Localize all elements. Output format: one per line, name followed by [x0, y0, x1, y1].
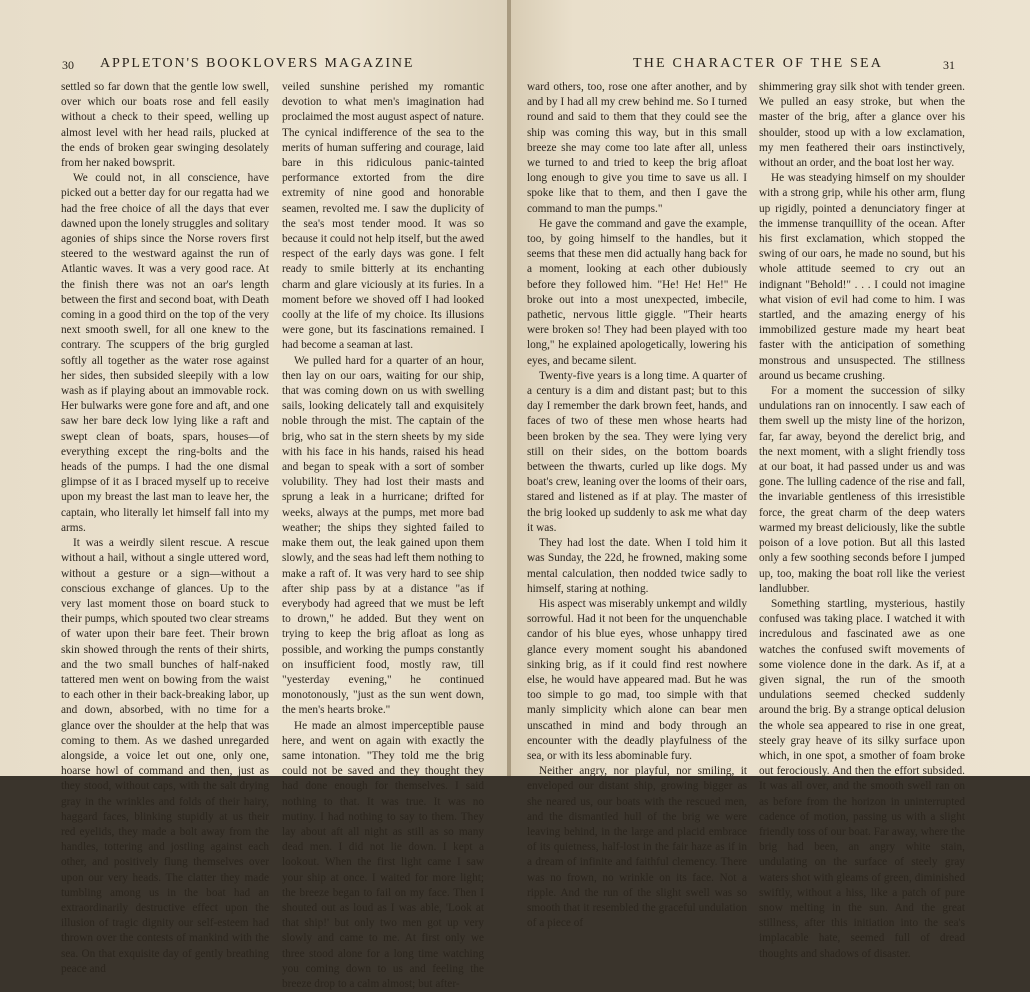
paragraph: shimmering gray silk shot with tender green. We pulled an easy stroke, but when the master of the brig, after a glance over his shoulder, stood up with a low exclamation, my men feathered their oars instinctively, without an order, and the boat lost her way. [759, 81, 965, 170]
paragraph: Something startling, mysterious, hastily confused was taking place. I watched it with incredulous and fascinated awe as one watches the confused swift movements of some violence done in the dark. As if, at a given signal, the run of the smooth undulations seemed checked suddenly around the brig. By a strange optical delusion the whole sea appeared to rise in one great, steely gray heave of its silky surface upon which, in one spot, a smother of foam broke out ferociously. And then the effort subsided. It was all over, and the smooth swell ran on as before from the horizon in uninterrupted cadence of motion, passing us with a slight friendly toss of our boat. Far away, where the brig had been, an angry white stain, undulating on the surface of steely gray waters shot with gleams of green, diminished swiftly, without a hiss, like a patch of pure snow melting in the sun. And the great stillness, after this initiation into the sea's implacable hate, seemed full of dread thoughts and shadows of disaster. [759, 597, 965, 960]
paragraph: He was steadying himself on my shoulder with a strong grip, while his other arm, flung up rigidly, pointed a denunciatory finger at the immense tranquillity of the ocean. After his first exclamation, which stopped the swing of our oars, he made no sound, but his whole attitude seemed to cry out an indignant "Behold!" . . . I could not imagine what vision of evil had come to him. I was startled, and the amazing energy of his immobilized gesture made my heart beat faster with the anticipation of something monstrous and unsuspected. The stillness around us became crushing. [759, 172, 965, 382]
paragraph: We could not, in all conscience, have picked out a better day for our regatta had we had the free choice of all the days that ever dawned upon the lonely struggles and solitary agonies of ships since the Norse rovers first steered to the westward against the run of Atlantic waves. It was a very good race. At the finish there was not an oar's length between the first and second boat, with Death coming in a good third on the top of the very next smooth swell, for all one knew to the contrary. The scuppers of the brig gurgled softly all together as the water rose against her sides, then subsided sleepily with a low wash as if playing about an immovable rock. Her bulwarks were gone fore and aft, and one saw her bare deck low lying like a raft and swept clean of boats, spars, houses—of everything except the ring-bolts and the heads of the pumps. I had the one dismal glimpse of it as I braced myself up to receive upon my breast the last man to leave her, the captain, who literally let himself fall into my arms. [61, 172, 269, 534]
text-column [61, 80, 269, 975]
paragraph: For a moment the succession of silky undulations ran on innocently. I saw each of them swell up the misty line of the horizon, far, far away, beyond the derelict brig, and the next moment, with a slight friendly toss at our boat, it had passed under us and was gone. The lulling cadence of the rise and fall, the invariable gentleness of this irresistible force, the great charm of the deep waters warmed my breast deliciously, like the subtle poison of a love potion. But all this lasted only a few soothing seconds before I jumped up, too, making the boat roll like the veriest landlubber. [759, 385, 965, 595]
paragraph: It was a weirdly silent rescue. A rescue without a hail, without a single uttered word, without a gesture or a sign—without a conscious exchange of glances. Up to the very last moment those on board stuck to their pumps, which spouted two clear streams of water upon their bare feet. Their brown skin showed through the rents of their shirts, and the two small bunches of half-naked tattered men went on bowing from the waist to each other in their back-breaking labor, up and down, absorbed, with no time for a glance over the shoulder at the help that was coming to them. As we dashed unregarded alongside, a voice let out one, only one, hoarse howl of command and then, just as they stood, without caps, with the salt drying gray in the wrinkles and folds of their hairy, haggard faces, blinking stupidly at us their red eyelids, they made a bolt away from the handles, tottering and jostling against each other, and positively flung themselves over upon our very heads. The clatter they made tumbling among us in the boat had an extraordinarily destructive effect upon the illusion of tragic dignity our self-esteem had thrown over the contests of mankind with the sea. On that exquisite day of gently breathing peace and [61, 537, 269, 975]
right-page [511, 0, 1030, 960]
paragraph: He made an almost imperceptible pause here, and went on again with exactly the same intonation. "They told me the brig could not be saved and they thought they had done enough for themselves. I said nothing to that. It was true. It was no mutiny. I had nothing to say to them. They lay about aft all night as still as so many dead men. I did not lie down. I kept a lookout. When the first light came I saw your ship at once. I waited for more light; the breeze began to fail on my face. Then I shouted out as loud as I was able, 'Look at that ship!' but only two men got up very slowly and came to me. At first only we three stood alone for a long time watching you coming down to us and feeling the breeze drop to a calm almost; but after- [282, 719, 484, 990]
page-number: 31 [943, 58, 955, 72]
page-number: 30 [62, 58, 74, 72]
paragraph: He gave the command and gave the example, too, by going himself to the handles, but it seems that these men did actually hang back for a moment, looking at each other dubiously before they followed him. "He! He! He!" He broke out into a most unexpected, imbecile, pathetic, nervous little giggle. "Their hearts were broken so! They had been played with too long," he explained apologetically, lowering his eyes, and became silent. [527, 217, 747, 367]
text-column [282, 80, 484, 990]
paragraph: settled so far down that the gentle low swell, over which our boats rose and fell easily without a check to their speed, welling up almost level with her head rails, plucked at the ends of broken gear swinging desolately from her naked bowsprit. [61, 81, 269, 170]
paragraph: His aspect was miserably unkempt and wildly sorrowful. Had it not been for the unquenchable candor of his blue eyes, whose unhappy tired glance every moment sought his abandoned sinking brig, as if it could find rest nowhere else, he would have appeared mad. But he was too simple to go mad, too simple with that manly simplicity which alone can bear men unscathed in mind and body through an encounter with the deadly playfulness of the sea, or with its less abominable fury. [527, 597, 747, 762]
running-head: APPLETON'S BOOKLOVERS MAGAZINE [100, 56, 415, 71]
paragraph: Twenty-five years is a long time. A quarter of a century is a dim and distant past; but to this day I remember the dark brown feet, hands, and faces of two of these men whose hearts had been broken by the sea. They were lying very still on their sides, on the bottom boards between the thwarts, curled up like dogs. My boat's crew, leaning over the looms of their oars, stared and listened as if at play. The master of the brig looked up suddenly to ask me what day it was. [527, 369, 747, 534]
running-head: THE CHARACTER OF THE SEA [633, 56, 884, 71]
paragraph: veiled sunshine perished my romantic devotion to what men's imagination had proclaimed the most august aspect of nature. The cynical indifference of the sea to the merits of human suffering and courage, laid bare in this ridiculous panic-tainted performance extorted from the dire extremity of nine good and honorable seamen, revolted me. I saw the duplicity of the sea's most tender mood. It was so because it could not help itself, but the awed respect of the early days was gone. I felt ready to smile bitterly at its enchanting charm and glare viciously at its furies. In a moment before we shoved off I had looked coolly at the life of my choice. Its illusions were gone, but its fascinations remained. I had become a seaman at last. [282, 81, 484, 352]
text-column [527, 80, 747, 930]
paragraph: Neither angry, nor playful, nor smiling, it enveloped our distant ship, growing bigger as she neared us, our boats with the rescued men, and the dismantled hull of the brig we were leaving behind, in the large and placid embrace of its quietness, half-lost in the fair haze as if in a dream of infinite and faithful clemency. There was no frown, no wrinkle on its face. Not a ripple. And the run of the slight swell was so smooth that it resembled the graceful undulation of a piece of [527, 765, 747, 930]
paragraph: We pulled hard for a quarter of an hour, then lay on our oars, waiting for our ship, that was coming down on us with swelling sails, looking delicately tall and exquisitely noble through the mist. The captain of the brig, who sat in the stern sheets by my side with his face in his hands, raised his head and began to speak with a sort of somber volubility. They had lost their masts and sprung a leak in a hurricane; drifted for weeks, always at the pumps, met more bad weather; the ships they sighted failed to make them out, the leak gained upon them slowly, and the seas had left them nothing to make a raft of. It was very hard to see ship after ship pass by at a distance "as if everybody had agreed that we must be left to drown," he added. But they went on trying to keep the brig afloat as long as possible, and working the pumps constantly on insufficient food, mostly raw, till "yesterday evening," he continued monotonously, "just as the sun went down, the men's hearts broke." [282, 354, 484, 717]
text-column [759, 80, 965, 960]
left-page [0, 0, 509, 990]
paragraph: They had lost the date. When I told him it was Sunday, the 22d, he frowned, making some mental calculation, then nodded twice sadly to himself, staring at nothing. [527, 537, 747, 595]
paragraph: ward others, too, rose one after another, and by and by I had all my crew behind me. So I turned round and said to them that they could see the ship was coming this way, but in this small breeze she may come too late after all, unless we turned to and tried to keep the brig afloat long enough to give you time to save us all. I spoke like that to them, and then I gave the command to man the pumps." [527, 81, 747, 215]
